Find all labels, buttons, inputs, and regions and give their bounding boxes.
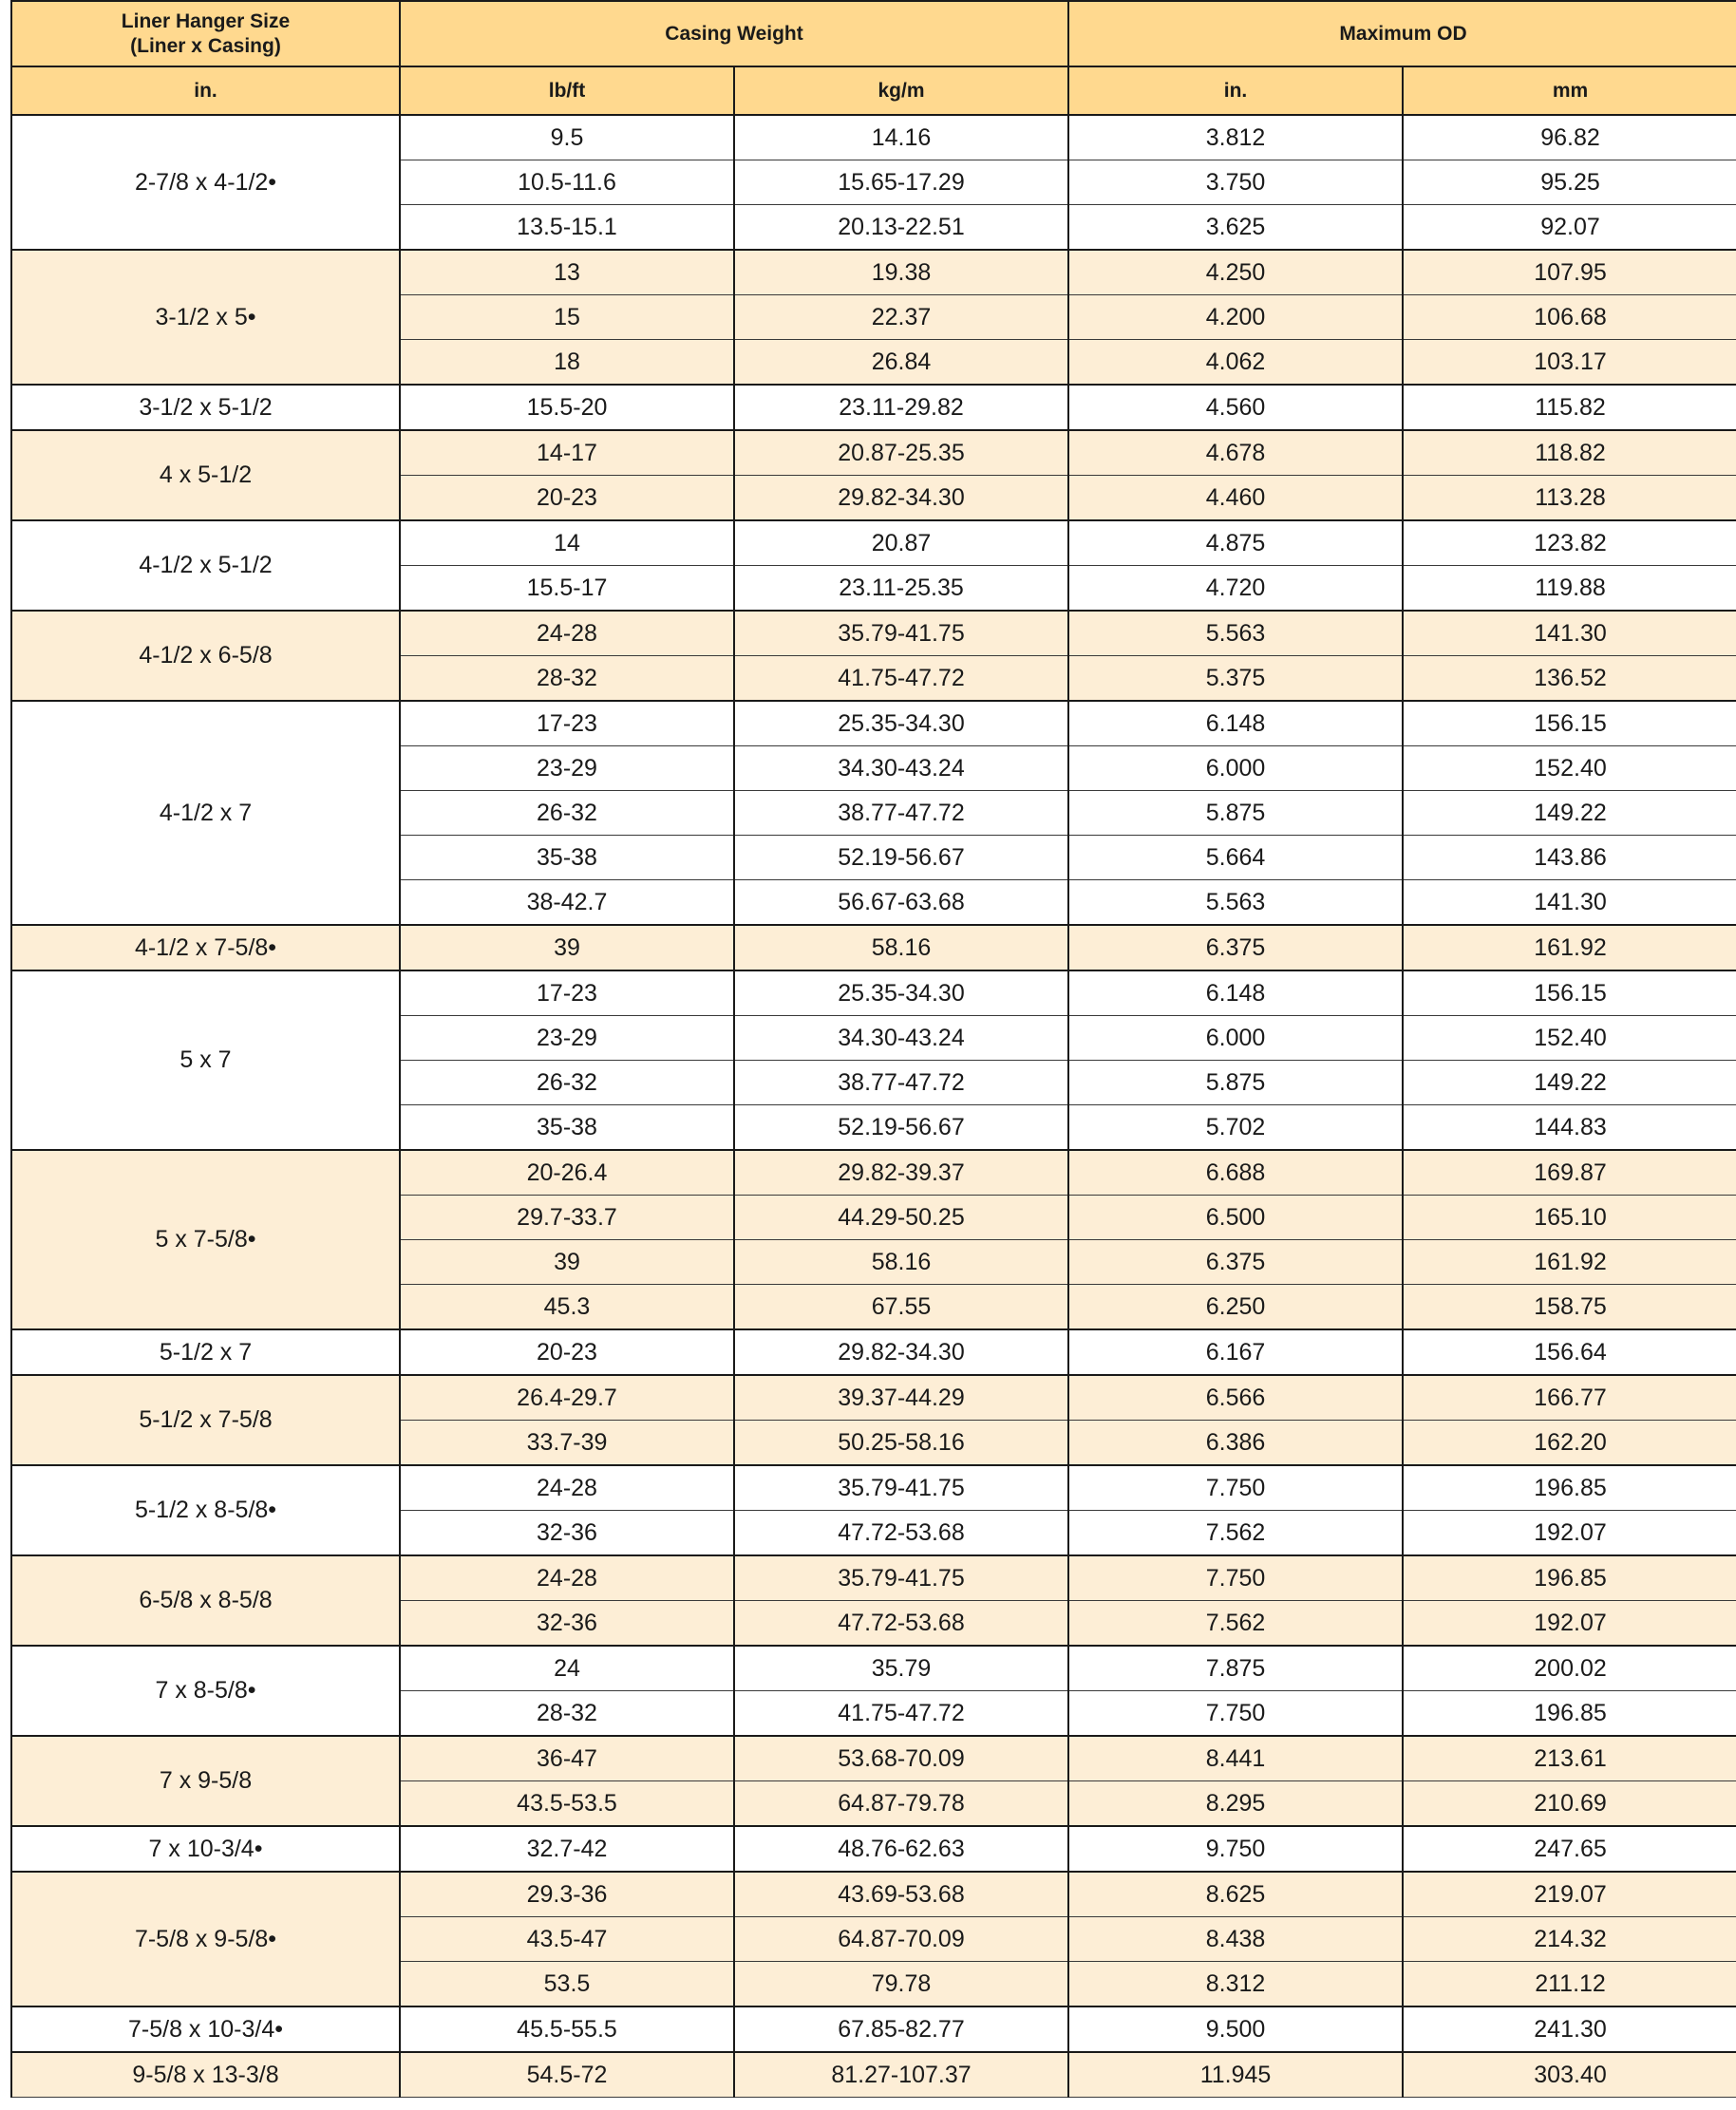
table-row bbox=[11, 250, 1736, 295]
max-od-mm-cell: 119.88 bbox=[1403, 566, 1736, 612]
table-row bbox=[11, 2052, 1736, 2098]
casing-weight-kgm-cell: 23.11-29.82 bbox=[734, 385, 1068, 430]
casing-weight-lbft-cell: 28-32 bbox=[400, 1691, 734, 1737]
max-od-mm-cell: 106.68 bbox=[1403, 295, 1736, 340]
liner-size-cell: 5 x 7-5/8• bbox=[11, 1150, 400, 1329]
max-od-in-cell: 5.563 bbox=[1068, 880, 1403, 926]
casing-weight-kgm-cell: 64.87-70.09 bbox=[734, 1917, 1068, 1962]
liner-size-cell: 5 x 7 bbox=[11, 970, 400, 1150]
maximum-od-header: Maximum OD bbox=[1068, 1, 1736, 66]
liner-size-cell: 2-7/8 x 4-1/2• bbox=[11, 115, 400, 250]
liner-size-cell: 4-1/2 x 7 bbox=[11, 701, 400, 925]
max-od-mm-cell: 196.85 bbox=[1403, 1465, 1736, 1511]
max-od-mm-cell: 144.83 bbox=[1403, 1105, 1736, 1151]
liner-size-cell: 7 x 8-5/8• bbox=[11, 1646, 400, 1736]
max-od-mm-cell: 95.25 bbox=[1403, 160, 1736, 205]
max-od-mm-cell: 136.52 bbox=[1403, 656, 1736, 702]
liner-size-cell: 4-1/2 x 6-5/8 bbox=[11, 611, 400, 701]
liner-size-cell: 7-5/8 x 9-5/8• bbox=[11, 1872, 400, 2006]
casing-weight-kgm-cell: 64.87-79.78 bbox=[734, 1781, 1068, 1827]
max-od-mm-cell: 141.30 bbox=[1403, 611, 1736, 656]
table-body bbox=[11, 115, 1736, 2098]
max-od-in-cell: 6.000 bbox=[1068, 1016, 1403, 1061]
max-od-in-cell: 8.312 bbox=[1068, 1962, 1403, 2007]
max-od-mm-cell: 152.40 bbox=[1403, 1016, 1736, 1061]
casing-weight-kgm-cell: 29.82-34.30 bbox=[734, 1329, 1068, 1375]
max-od-in-cell: 5.563 bbox=[1068, 611, 1403, 656]
casing-weight-lbft-cell: 36-47 bbox=[400, 1736, 734, 1781]
casing-weight-lbft-cell: 24-28 bbox=[400, 611, 734, 656]
max-od-in-cell: 6.148 bbox=[1068, 701, 1403, 746]
max-od-in-cell: 7.562 bbox=[1068, 1601, 1403, 1647]
liner-size-cell: 3-1/2 x 5• bbox=[11, 250, 400, 385]
liner-size-cell: 7 x 10-3/4• bbox=[11, 1826, 400, 1872]
table-row bbox=[11, 430, 1736, 476]
max-od-in-cell: 6.688 bbox=[1068, 1150, 1403, 1196]
casing-weight-kgm-cell: 43.69-53.68 bbox=[734, 1872, 1068, 1917]
casing-weight-lbft-cell: 17-23 bbox=[400, 701, 734, 746]
max-od-in-cell: 9.500 bbox=[1068, 2006, 1403, 2052]
casing-weight-kgm-cell: 35.79-41.75 bbox=[734, 1465, 1068, 1511]
casing-weight-lbft-cell: 29.7-33.7 bbox=[400, 1196, 734, 1240]
casing-weight-lbft-cell: 14-17 bbox=[400, 430, 734, 476]
table-row bbox=[11, 520, 1736, 566]
liner-hanger-table-container bbox=[10, 0, 1736, 2098]
table-row bbox=[11, 1150, 1736, 1196]
table-row bbox=[11, 1872, 1736, 1917]
casing-weight-kgm-cell: 67.85-82.77 bbox=[734, 2006, 1068, 2052]
max-od-mm-cell: 219.07 bbox=[1403, 1872, 1736, 1917]
max-od-mm-cell: 161.92 bbox=[1403, 1240, 1736, 1285]
max-od-in-cell: 6.566 bbox=[1068, 1375, 1403, 1421]
casing-weight-lbft-cell: 33.7-39 bbox=[400, 1421, 734, 1466]
max-od-in-cell: 7.875 bbox=[1068, 1646, 1403, 1691]
max-od-in-cell: 5.875 bbox=[1068, 791, 1403, 836]
casing-weight-kgm-cell: 39.37-44.29 bbox=[734, 1375, 1068, 1421]
liner-size-cell: 7 x 9-5/8 bbox=[11, 1736, 400, 1826]
casing-weight-lbft-cell: 17-23 bbox=[400, 970, 734, 1016]
casing-weight-kgm-cell: 35.79-41.75 bbox=[734, 611, 1068, 656]
size-header-line2: (Liner x Casing) bbox=[130, 34, 281, 57]
casing-weight-lbft-cell: 32-36 bbox=[400, 1511, 734, 1556]
max-od-in-cell: 7.750 bbox=[1068, 1465, 1403, 1511]
max-od-in-cell: 4.250 bbox=[1068, 250, 1403, 295]
casing-weight-lbft-cell: 20-26.4 bbox=[400, 1150, 734, 1196]
max-od-mm-cell: 103.17 bbox=[1403, 340, 1736, 386]
liner-size-cell: 6-5/8 x 8-5/8 bbox=[11, 1555, 400, 1646]
casing-weight-kgm-cell: 47.72-53.68 bbox=[734, 1511, 1068, 1556]
max-od-in-cell: 6.386 bbox=[1068, 1421, 1403, 1466]
casing-weight-lbft-cell: 45.5-55.5 bbox=[400, 2006, 734, 2052]
size-header-line1: Liner Hanger Size bbox=[121, 10, 291, 33]
table-row bbox=[11, 701, 1736, 746]
max-od-in-cell: 4.875 bbox=[1068, 520, 1403, 566]
casing-weight-kgm-cell: 29.82-39.37 bbox=[734, 1150, 1068, 1196]
max-od-mm-cell: 162.20 bbox=[1403, 1421, 1736, 1466]
max-od-in-cell: 8.441 bbox=[1068, 1736, 1403, 1781]
casing-weight-kgm-cell: 38.77-47.72 bbox=[734, 1061, 1068, 1105]
casing-weight-kgm-cell: 67.55 bbox=[734, 1285, 1068, 1330]
casing-weight-lbft-cell: 20-23 bbox=[400, 1329, 734, 1375]
casing-weight-kgm-cell: 48.76-62.63 bbox=[734, 1826, 1068, 1872]
max-od-mm-cell: 152.40 bbox=[1403, 746, 1736, 791]
casing-weight-lbft-cell: 18 bbox=[400, 340, 734, 386]
casing-weight-kgm-cell: 29.82-34.30 bbox=[734, 476, 1068, 521]
casing-weight-lbft-cell: 20-23 bbox=[400, 476, 734, 521]
casing-weight-lbft-cell: 35-38 bbox=[400, 836, 734, 880]
casing-weight-kgm-cell: 38.77-47.72 bbox=[734, 791, 1068, 836]
casing-weight-kgm-cell: 20.87 bbox=[734, 520, 1068, 566]
max-od-in-cell: 5.375 bbox=[1068, 656, 1403, 702]
max-od-in-cell: 8.625 bbox=[1068, 1872, 1403, 1917]
max-od-mm-cell: 96.82 bbox=[1403, 115, 1736, 160]
casing-weight-kgm-cell: 35.79-41.75 bbox=[734, 1555, 1068, 1601]
casing-weight-lbft-cell: 39 bbox=[400, 1240, 734, 1285]
table-row bbox=[11, 1826, 1736, 1872]
max-od-mm-cell: 166.77 bbox=[1403, 1375, 1736, 1421]
casing-weight-kgm-cell: 44.29-50.25 bbox=[734, 1196, 1068, 1240]
max-od-mm-cell: 211.12 bbox=[1403, 1962, 1736, 2007]
casing-weight-lbft-cell: 24-28 bbox=[400, 1465, 734, 1511]
max-od-in-cell: 6.167 bbox=[1068, 1329, 1403, 1375]
max-od-in-cell: 6.500 bbox=[1068, 1196, 1403, 1240]
casing-weight-kgm-cell: 34.30-43.24 bbox=[734, 746, 1068, 791]
max-od-mm-cell: 156.15 bbox=[1403, 701, 1736, 746]
max-od-mm-cell: 161.92 bbox=[1403, 925, 1736, 970]
casing-weight-kgm-cell: 47.72-53.68 bbox=[734, 1601, 1068, 1647]
unit-header-size-in: in. bbox=[11, 66, 400, 115]
max-od-in-cell: 6.000 bbox=[1068, 746, 1403, 791]
casing-weight-kgm-cell: 25.35-34.30 bbox=[734, 970, 1068, 1016]
max-od-mm-cell: 214.32 bbox=[1403, 1917, 1736, 1962]
casing-weight-lbft-cell: 43.5-53.5 bbox=[400, 1781, 734, 1827]
liner-hanger-size-header bbox=[11, 1, 400, 66]
max-od-mm-cell: 213.61 bbox=[1403, 1736, 1736, 1781]
max-od-in-cell: 5.875 bbox=[1068, 1061, 1403, 1105]
max-od-mm-cell: 303.40 bbox=[1403, 2052, 1736, 2098]
casing-weight-kgm-cell: 41.75-47.72 bbox=[734, 1691, 1068, 1737]
casing-weight-kgm-cell: 52.19-56.67 bbox=[734, 836, 1068, 880]
max-od-in-cell: 7.562 bbox=[1068, 1511, 1403, 1556]
max-od-mm-cell: 241.30 bbox=[1403, 2006, 1736, 2052]
casing-weight-kgm-cell: 22.37 bbox=[734, 295, 1068, 340]
casing-weight-lbft-cell: 10.5-11.6 bbox=[400, 160, 734, 205]
casing-weight-lbft-cell: 38-42.7 bbox=[400, 880, 734, 926]
max-od-in-cell: 6.375 bbox=[1068, 925, 1403, 970]
casing-weight-kgm-cell: 58.16 bbox=[734, 925, 1068, 970]
max-od-mm-cell: 158.75 bbox=[1403, 1285, 1736, 1330]
casing-weight-lbft-cell: 54.5-72 bbox=[400, 2052, 734, 2098]
casing-weight-kgm-cell: 15.65-17.29 bbox=[734, 160, 1068, 205]
casing-weight-kgm-cell: 41.75-47.72 bbox=[734, 656, 1068, 702]
max-od-mm-cell: 165.10 bbox=[1403, 1196, 1736, 1240]
max-od-mm-cell: 247.65 bbox=[1403, 1826, 1736, 1872]
casing-weight-lbft-cell: 53.5 bbox=[400, 1962, 734, 2007]
table-row bbox=[11, 385, 1736, 430]
casing-weight-lbft-cell: 24-28 bbox=[400, 1555, 734, 1601]
casing-weight-kgm-cell: 81.27-107.37 bbox=[734, 2052, 1068, 2098]
max-od-mm-cell: 149.22 bbox=[1403, 791, 1736, 836]
unit-header-kgm: kg/m bbox=[734, 66, 1068, 115]
casing-weight-kgm-cell: 23.11-25.35 bbox=[734, 566, 1068, 612]
max-od-in-cell: 6.148 bbox=[1068, 970, 1403, 1016]
max-od-mm-cell: 107.95 bbox=[1403, 250, 1736, 295]
table-row bbox=[11, 1465, 1736, 1511]
max-od-mm-cell: 118.82 bbox=[1403, 430, 1736, 476]
casing-weight-header: Casing Weight bbox=[400, 1, 1068, 66]
table-row bbox=[11, 2006, 1736, 2052]
max-od-in-cell: 3.750 bbox=[1068, 160, 1403, 205]
max-od-in-cell: 11.945 bbox=[1068, 2052, 1403, 2098]
liner-size-cell: 5-1/2 x 7-5/8 bbox=[11, 1375, 400, 1465]
casing-weight-lbft-cell: 32-36 bbox=[400, 1601, 734, 1647]
table-row bbox=[11, 115, 1736, 160]
casing-weight-lbft-cell: 45.3 bbox=[400, 1285, 734, 1330]
max-od-in-cell: 4.062 bbox=[1068, 340, 1403, 386]
casing-weight-kgm-cell: 52.19-56.67 bbox=[734, 1105, 1068, 1151]
max-od-in-cell: 5.664 bbox=[1068, 836, 1403, 880]
max-od-mm-cell: 156.64 bbox=[1403, 1329, 1736, 1375]
table-row bbox=[11, 1646, 1736, 1691]
casing-weight-lbft-cell: 39 bbox=[400, 925, 734, 970]
casing-weight-lbft-cell: 24 bbox=[400, 1646, 734, 1691]
max-od-in-cell: 7.750 bbox=[1068, 1555, 1403, 1601]
casing-weight-lbft-cell: 14 bbox=[400, 520, 734, 566]
casing-weight-lbft-cell: 13.5-15.1 bbox=[400, 205, 734, 251]
liner-size-cell: 7-5/8 x 10-3/4• bbox=[11, 2006, 400, 2052]
max-od-mm-cell: 192.07 bbox=[1403, 1511, 1736, 1556]
max-od-mm-cell: 169.87 bbox=[1403, 1150, 1736, 1196]
casing-weight-kgm-cell: 34.30-43.24 bbox=[734, 1016, 1068, 1061]
casing-weight-kgm-cell: 14.16 bbox=[734, 115, 1068, 160]
max-od-mm-cell: 113.28 bbox=[1403, 476, 1736, 521]
max-od-mm-cell: 192.07 bbox=[1403, 1601, 1736, 1647]
table-row bbox=[11, 970, 1736, 1016]
max-od-in-cell: 4.560 bbox=[1068, 385, 1403, 430]
casing-weight-kgm-cell: 20.13-22.51 bbox=[734, 205, 1068, 251]
casing-weight-kgm-cell: 56.67-63.68 bbox=[734, 880, 1068, 926]
casing-weight-lbft-cell: 28-32 bbox=[400, 656, 734, 702]
casing-weight-lbft-cell: 43.5-47 bbox=[400, 1917, 734, 1962]
table-row bbox=[11, 925, 1736, 970]
casing-weight-kgm-cell: 20.87-25.35 bbox=[734, 430, 1068, 476]
max-od-in-cell: 9.750 bbox=[1068, 1826, 1403, 1872]
max-od-mm-cell: 141.30 bbox=[1403, 880, 1736, 926]
unit-header-lbft: lb/ft bbox=[400, 66, 734, 115]
max-od-in-cell: 8.295 bbox=[1068, 1781, 1403, 1827]
max-od-in-cell: 4.720 bbox=[1068, 566, 1403, 612]
casing-weight-lbft-cell: 29.3-36 bbox=[400, 1872, 734, 1917]
max-od-in-cell: 4.200 bbox=[1068, 295, 1403, 340]
max-od-in-cell: 3.812 bbox=[1068, 115, 1403, 160]
max-od-mm-cell: 115.82 bbox=[1403, 385, 1736, 430]
table-row bbox=[11, 1329, 1736, 1375]
liner-hanger-table bbox=[10, 0, 1736, 2098]
liner-size-cell: 4 x 5-1/2 bbox=[11, 430, 400, 520]
max-od-mm-cell: 123.82 bbox=[1403, 520, 1736, 566]
max-od-mm-cell: 92.07 bbox=[1403, 205, 1736, 251]
table-row bbox=[11, 1555, 1736, 1601]
max-od-mm-cell: 210.69 bbox=[1403, 1781, 1736, 1827]
max-od-mm-cell: 200.02 bbox=[1403, 1646, 1736, 1691]
max-od-in-cell: 6.375 bbox=[1068, 1240, 1403, 1285]
liner-size-cell: 5-1/2 x 8-5/8• bbox=[11, 1465, 400, 1555]
liner-size-cell: 4-1/2 x 5-1/2 bbox=[11, 520, 400, 611]
max-od-mm-cell: 196.85 bbox=[1403, 1555, 1736, 1601]
casing-weight-kgm-cell: 79.78 bbox=[734, 1962, 1068, 2007]
table-row bbox=[11, 1375, 1736, 1421]
casing-weight-kgm-cell: 26.84 bbox=[734, 340, 1068, 386]
casing-weight-kgm-cell: 35.79 bbox=[734, 1646, 1068, 1691]
table-row bbox=[11, 611, 1736, 656]
casing-weight-lbft-cell: 26-32 bbox=[400, 1061, 734, 1105]
casing-weight-kgm-cell: 25.35-34.30 bbox=[734, 701, 1068, 746]
liner-size-cell: 9-5/8 x 13-3/8 bbox=[11, 2052, 400, 2098]
liner-size-cell: 3-1/2 x 5-1/2 bbox=[11, 385, 400, 430]
unit-header-mm: mm bbox=[1403, 66, 1736, 115]
casing-weight-kgm-cell: 53.68-70.09 bbox=[734, 1736, 1068, 1781]
casing-weight-kgm-cell: 50.25-58.16 bbox=[734, 1421, 1068, 1466]
max-od-in-cell: 4.460 bbox=[1068, 476, 1403, 521]
max-od-in-cell: 6.250 bbox=[1068, 1285, 1403, 1330]
max-od-in-cell: 3.625 bbox=[1068, 205, 1403, 251]
casing-weight-kgm-cell: 58.16 bbox=[734, 1240, 1068, 1285]
max-od-mm-cell: 143.86 bbox=[1403, 836, 1736, 880]
casing-weight-lbft-cell: 15.5-20 bbox=[400, 385, 734, 430]
unit-header-od-in: in. bbox=[1068, 66, 1403, 115]
max-od-in-cell: 5.702 bbox=[1068, 1105, 1403, 1151]
table-row bbox=[11, 1736, 1736, 1781]
max-od-in-cell: 8.438 bbox=[1068, 1917, 1403, 1962]
casing-weight-lbft-cell: 26-32 bbox=[400, 791, 734, 836]
casing-weight-lbft-cell: 26.4-29.7 bbox=[400, 1375, 734, 1421]
max-od-in-cell: 4.678 bbox=[1068, 430, 1403, 476]
max-od-mm-cell: 149.22 bbox=[1403, 1061, 1736, 1105]
liner-size-cell: 5-1/2 x 7 bbox=[11, 1329, 400, 1375]
casing-weight-lbft-cell: 13 bbox=[400, 250, 734, 295]
casing-weight-lbft-cell: 23-29 bbox=[400, 1016, 734, 1061]
casing-weight-lbft-cell: 9.5 bbox=[400, 115, 734, 160]
casing-weight-lbft-cell: 15 bbox=[400, 295, 734, 340]
max-od-in-cell: 7.750 bbox=[1068, 1691, 1403, 1737]
casing-weight-lbft-cell: 23-29 bbox=[400, 746, 734, 791]
max-od-mm-cell: 196.85 bbox=[1403, 1691, 1736, 1737]
casing-weight-lbft-cell: 32.7-42 bbox=[400, 1826, 734, 1872]
casing-weight-kgm-cell: 19.38 bbox=[734, 250, 1068, 295]
max-od-mm-cell: 156.15 bbox=[1403, 970, 1736, 1016]
casing-weight-lbft-cell: 15.5-17 bbox=[400, 566, 734, 612]
casing-weight-lbft-cell: 35-38 bbox=[400, 1105, 734, 1151]
liner-size-cell: 4-1/2 x 7-5/8• bbox=[11, 925, 400, 970]
